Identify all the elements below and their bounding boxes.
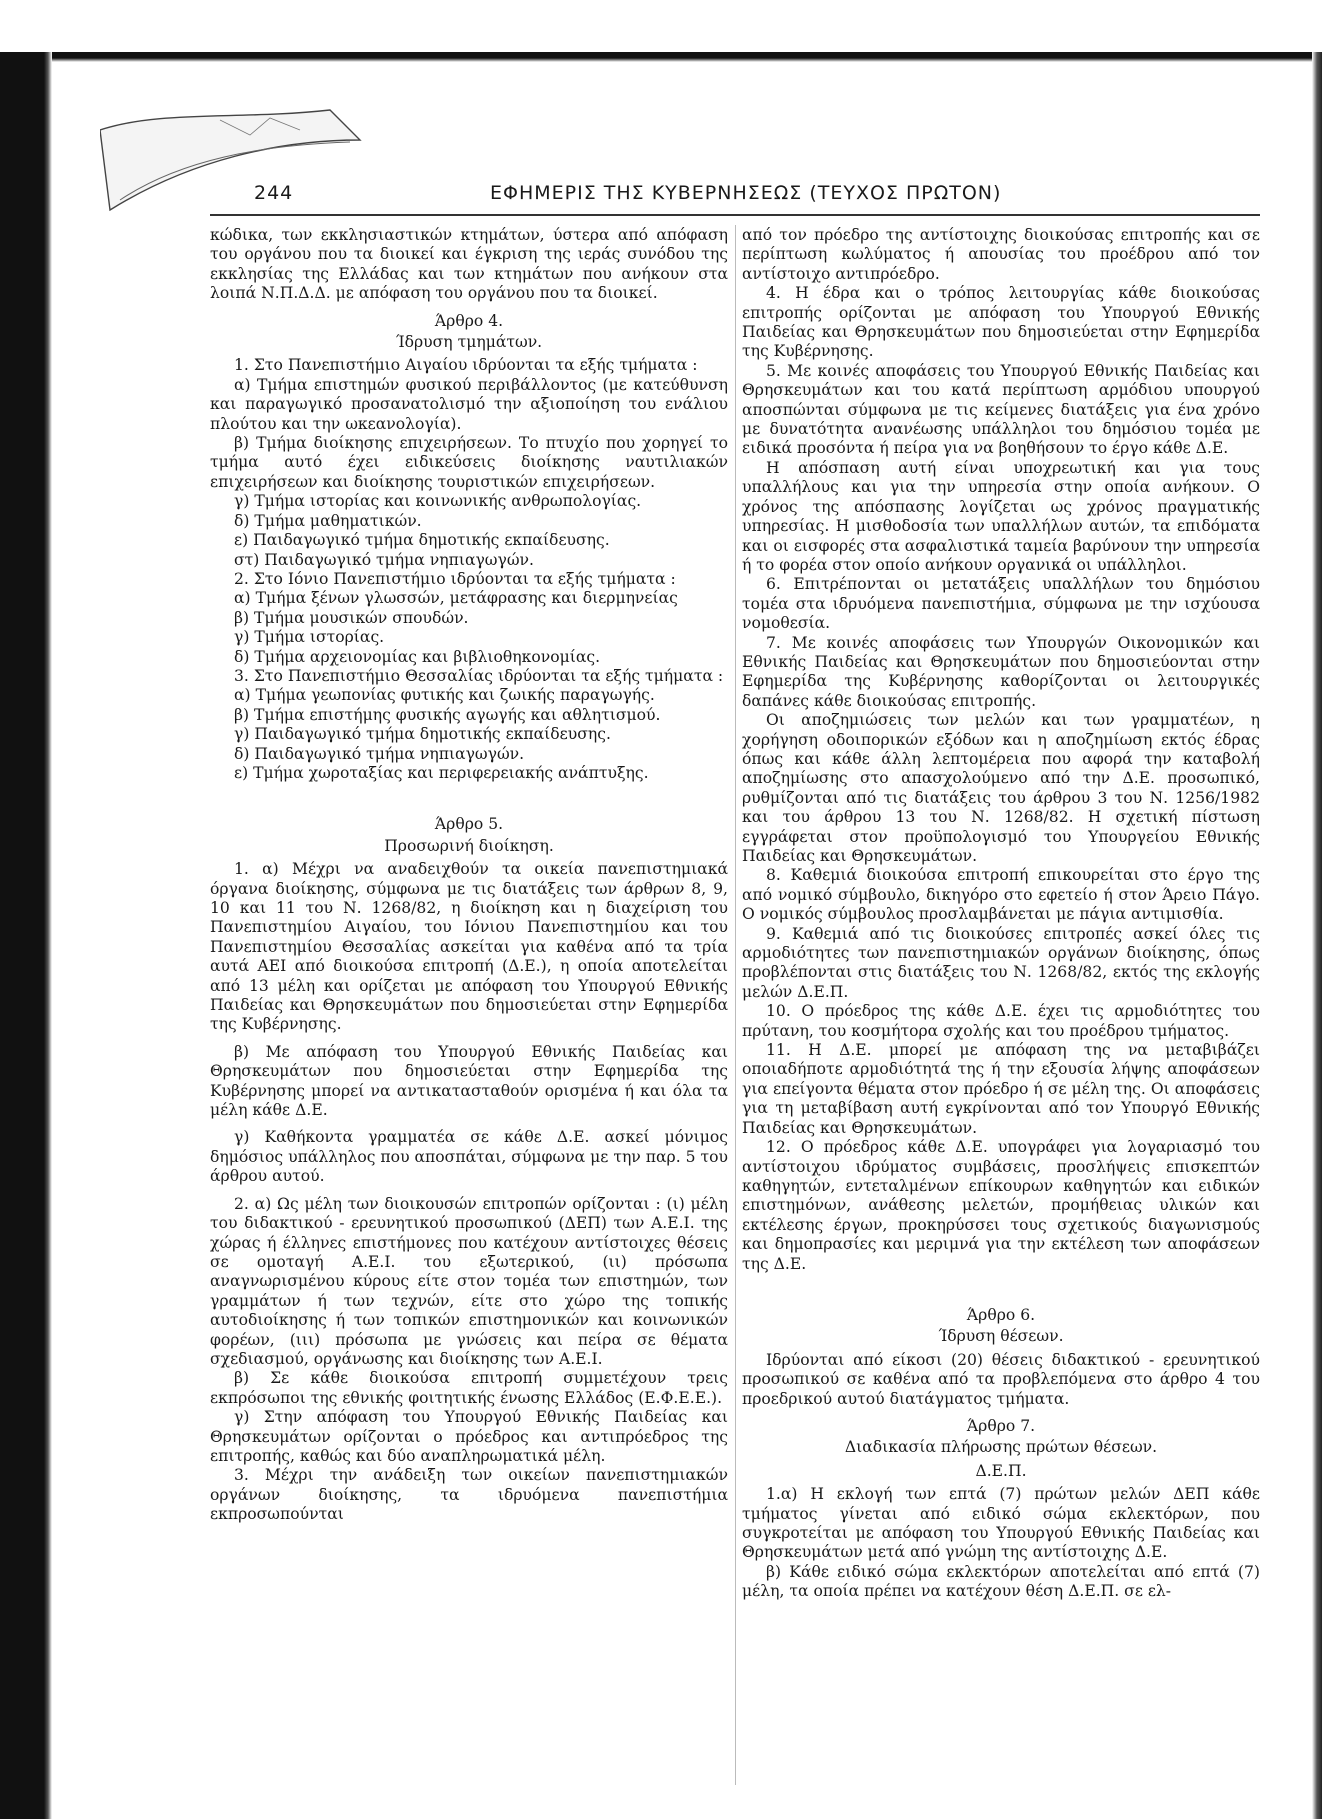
paragraph: γ) Τμήμα ιστορίας και κοινωνικής ανθρωπολογίας. — [234, 492, 642, 511]
paragraph: γ) Καθήκοντα γραμματέα σε κάθε Δ.Ε. ασκεί μόνιμος δημόσιος υπάλληλος που αποσπάται, σύμφωνα με την παρ. 5 του άρθρου αυτού. — [210, 1128, 728, 1186]
paragraph: 9. Καθεμιά από τις διοικούσες επιτροπές ασκεί όλες τις αρμοδιότητες των πανεπιστημιακών οργάνων διοίκησης, όπως προβλέπονται στις διατάξεις του Ν. 1268/82, εκτός της εκλογής μελών Δ.Ε.Π. — [742, 924, 1260, 1001]
paragraph: 3. Στο Πανεπιστήμιο Θεσσαλίας ιδρύονται τα εξής τμήματα : — [234, 666, 724, 685]
header-rule — [210, 214, 1260, 216]
article-heading: Άρθρο 4. — [434, 311, 504, 330]
left-column — [210, 226, 728, 1525]
paragraph: 1. Στο Πανεπιστήμιο Αιγαίου ιδρύονται τα εξής τμήματα : — [234, 356, 698, 375]
article-subheading: Προσωρινή διοίκηση. — [384, 836, 554, 855]
article-subheading: Ίδρυση τμημάτων. — [395, 333, 543, 352]
paragraph: 1.α) Η εκλογή των επτά (7) πρώτων μελών ΔΕΠ κάθε τμήματος γίνεται από ειδικό σώμα εκλεκτόρων, που συγκροτείται με απόφαση του Υπουργού Εθνικής Παιδείας και Θρησκευμάτων μετά από γνώμη της αντίστοιχης Δ.Ε. — [742, 1485, 1260, 1562]
paragraph: γ) Στην απόφαση του Υπουργού Εθνικής Παιδείας και Θρησκευμάτων ορίζονται ο πρόεδρος και αντιπρόεδρος της επιτροπής, καθώς και δύο αναπληρωματικά μέλη. — [210, 1408, 728, 1465]
paragraph: γ) Παιδαγωγικό τμήμα δημοτικής εκπαίδευσης. — [234, 725, 611, 744]
scan-right-shadow — [1312, 52, 1322, 1819]
paragraph: 5. Με κοινές αποφάσεις του Υπουργού Εθνικής Παιδείας και Θρησκευμάτων και του κατά περίπτωση αρμόδιου υπουργού αποσπώνται σύμφωνα με τις κείμενες διατάξεις για ένα χρόνο με δυνατότητα ανανέωσης υπάλληλοι του δημόσιου τομέα με ειδικά προσόντα ή πείρα για να βοηθήσουν το έργο κάθε Δ.Ε. — [742, 361, 1260, 458]
paragraph: δ) Τμήμα μαθηματικών. — [234, 511, 422, 530]
paragraph: β) Σε κάθε διοικούσα επιτροπή συμμετέχουν τρεις εκπρόσωποι της εθνικής φοιτητικής ένωσης Ελλάδος (Ε.Φ.Ε.Ε.). — [210, 1369, 728, 1407]
section-spacer — [742, 1274, 1260, 1298]
paragraph: ε) Παιδαγωγικό τμήμα δημοτικής εκπαίδευσης. — [234, 531, 610, 550]
paragraph: β) Με απόφαση του Υπουργού Εθνικής Παιδείας και Θρησκευμάτων που δημοσιεύεται στην Εφημερίδα της Κυβέρνησης μπορεί να αντικατασταθούν ορισμένα ή και όλα τα μέλη κάθε Δ.Ε. — [210, 1042, 728, 1120]
article-subheading: Δ.Ε.Π. — [975, 1461, 1027, 1480]
running-title: ΕΦΗΜΕΡΙΣ ΤΗΣ ΚΥΒΕΡΝΗΣΕΩΣ (ΤΕΥΧΟΣ ΠΡΩΤΟΝ) — [490, 182, 1002, 204]
paragraph: 8. Καθεμιά διοικούσα επιτροπή επικουρείται στο έργο της από νομικό σύμβουλο, δικηγόρο στο εφετείο ή στον Άρειο Πάγο. Ο νομικός σύμβουλος προσλαμβάνεται με πάγια αντιμισθία. — [742, 866, 1260, 924]
scan-left-shadow — [0, 52, 52, 1819]
paragraph: β) Τμήμα μουσικών σπουδών. — [234, 608, 469, 627]
column-divider — [735, 225, 736, 1785]
article-heading: Άρθρο 5. — [434, 815, 504, 834]
paragraph: 10. Ο πρόεδρος της κάθε Δ.Ε. έχει τις αρμοδιότητες του πρύτανη, του κοσμήτορα σχολής και του προέδρου τμήματος. — [742, 1002, 1260, 1040]
paragraph: 12. Ο πρόεδρος κάθε Δ.Ε. υπογράφει για λογαριασμό του αντίστοιχου ιδρύματος συμβάσεις, προσλήψεις επισκεπτών καθηγητών, εντεταλμένων επίκουρων καθηγητών και ειδικών επιστημόνων, ανάθεσης μελετών, προμήθειας υλικών και εκτέλεσης έργων, προκηρύσσει τους σχετικούς διαγωνισμούς και δημοπρασίες και μεριμνά για την εκτέλεση των αποφάσεων της Δ.Ε. — [742, 1138, 1260, 1273]
paragraph: δ) Παιδαγωγικό τμήμα νηπιαγωγών. — [234, 744, 525, 763]
paragraph: 7. Με κοινές αποφάσεις των Υπουργών Οικονομικών και Εθνικής Παιδείας και Θρησκευμάτων που δημοσιεύονται στην Εφημερίδα της Κυβέρνησης καθορίζονται οι λειτουργικές δαπάνες κάθε διοικούσας επιτροπής. — [742, 633, 1260, 710]
article-heading: Άρθρο 7. — [966, 1416, 1036, 1435]
paragraph: στ) Παιδαγωγικό τμήμα νηπιαγωγών. — [234, 550, 534, 569]
article-heading: Άρθρο 6. — [966, 1305, 1036, 1324]
paragraph: γ) Τμήμα ιστορίας. — [234, 628, 385, 647]
paragraph: από τον πρόεδρο της αντίστοιχης διοικούσας επιτροπής και σε περίπτωση κωλύματος ή απουσίας του προέδρου από τον αντίστοιχο αντιπρόεδρο. — [742, 226, 1260, 283]
paragraph: ε) Τμήμα χωροταξίας και περιφερειακής ανάπτυξης. — [234, 763, 649, 782]
paragraph: 2. Στο Ιόνιο Πανεπιστήμιο ιδρύονται τα εξής τμήματα : — [234, 569, 676, 588]
paragraph: 2. α) Ως μέλη των διοικουσών επιτροπών ορίζονται : (ι) μέλη του διδακτικού - ερευνητικού προσωπικού (ΔΕΠ) των Α.Ε.Ι. της χώρας ή έλληνες επιστήμονες που κατέχουν αντίστοιχες θέσεις σε ομοταγή Α.Ε.Ι. του εξωτερικού, (ιι) πρόσωπα αναγνωρισμένου κύρους είτε στον τομέα των επιστημών, των γραμμάτων ή των τεχνών, είτε στο χώρο της τοπικής αυτοδιοίκησης ή των τοπικών επιστημονικών και κοινωνικών φορέων, (ιιι) πρόσωπα με γνώσεις και πείρα σε θέματα σχεδιασμού, οργάνωσης και διοίκησης των Α.Ε.Ι. — [210, 1194, 728, 1368]
paragraph: β) Τμήμα επιστήμης φυσικής αγωγής και αθλητισμού. — [234, 705, 661, 724]
paragraph: α) Τμήμα ξένων γλωσσών, μετάφρασης και διερμηνείας — [234, 589, 678, 608]
paragraph: β) Τμήμα διοίκησης επιχειρήσεων. Το πτυχίο που χορηγεί το τμήμα αυτό έχει ειδικεύσεις διοίκησης ναυτιλιακών επιχειρήσεων και διοίκησης τουριστικών επιχειρήσεων. — [210, 434, 728, 491]
paragraph: 1. α) Μέχρι να αναδειχθούν τα οικεία πανεπιστημιακά όργανα διοίκησης, σύμφωνα με τις διατάξεις των άρθρων 8, 9, 10 και 11 του Ν. 1268/82, η διοίκηση και η διαχείριση του Πανεπιστημίου Αιγαίου, του Ιόνιου Πανεπιστημίου και του Πανεπιστημίου Θεσσαλίας ασκείται για καθένα από τα τρία αυτά ΑΕΙ από διοικούσα επιτροπή (Δ.Ε.), η οποία αποτελείται από 13 μέλη και ορίζεται με απόφαση του Υπουργού Εθνικής Παιδείας και Θρησκευμάτων που δημοσιεύεται στην Εφημερίδα της Κυβέρνησης. — [210, 860, 728, 1034]
paragraph: 3. Μέχρι την ανάδειξη των οικείων πανεπιστημιακών οργάνων διοίκησης, τα ιδρυόμενα πανεπιστήμια εκπροσωπούνται — [210, 1466, 728, 1524]
right-column — [742, 226, 1260, 1602]
paragraph: Ιδρύονται από είκοσι (20) θέσεις διδακτικού - ερευνητικού προσωπικού σε καθένα από τα προβλεπόμενα στο άρθρο 4 του προεδρικού αυτού διατάγματος τμήματα. — [742, 1350, 1260, 1408]
scan-top-margin — [0, 0, 1322, 60]
page-number: 244 — [254, 182, 294, 204]
paragraph: δ) Τμήμα αρχειονομίας και βιβλιοθηκονομίας. — [234, 647, 601, 666]
paragraph: Οι αποζημιώσεις των μελών και των γραμματέων, η χορήγηση οδοιπορικών εξόδων και η αποζημίωση εκτός έδρας όπως και κάθε άλλη λεπτομέρεια που αφορά την καταβολή αποζημίωσης στο απασχολούμενο από την Δ.Ε. προσωπικό, ρυθμίζονται από τις διατάξεις του άρθρου 3 του Ν. 1256/1982 και του άρθρου 13 του Ν. 1268/82. Η σχετική πίστωση εγγράφεται στον προϋπολογισμό του Υπουργείου Εθνικής Παιδείας και Θρησκευμάτων. — [742, 711, 1260, 865]
section-spacer — [210, 783, 728, 807]
paragraph: β) Κάθε ειδικό σώμα εκλεκτόρων αποτελείται από επτά (7) μέλη, τα οποία πρέπει να κατέχουν θέση Δ.Ε.Π. σε ελ- — [742, 1562, 1260, 1601]
paragraph: 11. Η Δ.Ε. μπορεί με απόφαση της να μεταβιβάζει οποιαδήποτε αρμοδιότητά της ή την εξουσία λήψης αποφάσεων για επείγοντα θέματα στον πρόεδρο ή σε μέλη της. Οι αποφάσεις για τη μεταβίβαση αυτή εγκρίνονται από τον Υπουργό Εθνικής Παιδείας και Θρησκευμάτων. — [742, 1041, 1260, 1137]
paragraph: Η απόσπαση αυτή είναι υποχρεωτική και για τους υπαλλήλους και για την υπηρεσία στην οποία ανήκουν. Ο χρόνος της απόσπασης λογίζεται ως χρόνος πραγματικής υπηρεσίας. Η μισθοδοσία των υπαλλήλων αυτών, τα επιδόματα και οι εισφορές στα ασφαλιστικά ταμεία βαρύνουν την υπηρεσία ή το φορέα στον οποίο ανήκουν οργανικά οι υπάλληλοι. — [742, 458, 1260, 574]
paragraph: α) Τμήμα γεωπονίας φυτικής και ζωικής παραγωγής. — [234, 686, 655, 705]
article-subheading: Ίδρυση θέσεων. — [938, 1327, 1064, 1346]
paragraph: κώδικα, των εκκλησιαστικών κτημάτων, ύστερα από απόφαση του οργάνου που τα διοικεί και έγκριση της ιεράς συνόδου της εκκλησίας της Ελλάδας και των κτημάτων που ανήκουν στα λοιπά Ν.Π.Δ.Δ. με απόφαση του οργάνου που τα διοικεί. — [210, 226, 728, 303]
paragraph: 6. Επιτρέπονται οι μετατάξεις υπαλλήλων του δημόσιου τομέα στα ιδρυόμενα πανεπιστήμια, σύμφωνα με την ισχύουσα νομοθεσία. — [742, 575, 1260, 633]
page-header — [240, 182, 1250, 212]
article-subheading: Διαδικασία πλήρωσης πρώτων θέσεων. — [844, 1438, 1158, 1457]
paragraph: α) Τμήμα επιστημών φυσικού περιβάλλοντος (με κατεύθυνση και παραγωγικό προσανατολισμό την αξιοποίηση του ενάλιου πλούτου και την ωκεανολογία). — [210, 375, 728, 433]
scan-top-shadow — [44, 52, 1322, 62]
paragraph: 4. Η έδρα και ο τρόπος λειτουργίας κάθε διοικούσας επιτροπής ορίζονται με απόφαση του Υπουργού Εθνικής Παιδείας και Θρησκευμάτων που δημοσιεύεται στην Εφημερίδα της Κυβέρνησης. — [742, 284, 1260, 361]
